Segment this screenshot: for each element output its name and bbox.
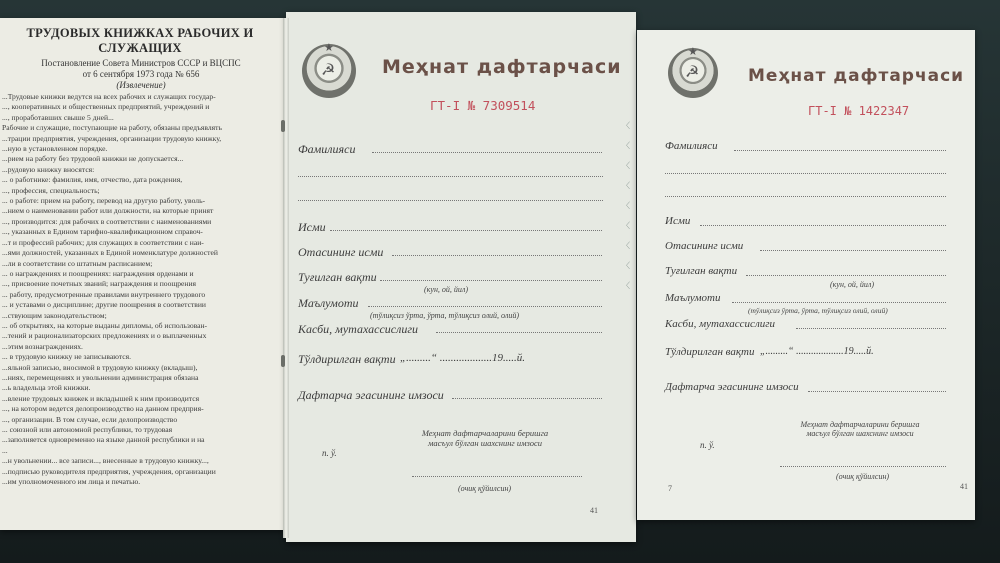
- surname-label-2: Фамилияси: [665, 140, 718, 152]
- name-label: Исми: [298, 220, 326, 234]
- owner-sign-line-b: [808, 391, 946, 392]
- patronymic-line: [392, 255, 602, 256]
- name-line-b: [700, 225, 946, 226]
- responsible-label: Меҳнат дафтарчаларини беришга масъул бўлган шахснинг имзоси: [421, 428, 549, 448]
- seal-hint-2: (очиқ қўйилсин): [836, 472, 890, 481]
- decree-date: от 6 сентября 1973 года № 656: [82, 69, 200, 79]
- patronymic-label-2: Отасининг исми: [665, 240, 744, 252]
- surname-line-b3: [665, 196, 946, 197]
- book-gutter: [283, 18, 289, 538]
- profession-line-b: [796, 328, 946, 329]
- responsible-line: [412, 476, 582, 477]
- profession-line: [436, 332, 602, 333]
- decree-line: Постановление Совета Министров СССР и ВЦСПС: [41, 58, 241, 68]
- education-line-b: [732, 302, 946, 303]
- surname-line-2: [298, 176, 603, 177]
- birth-hint: (кун, ой, йил): [424, 285, 469, 294]
- education-hint: (тўлиқсиз ўрта, ўрта, тўлиқсиз олий, олий): [370, 311, 520, 320]
- filled-label: Тўлдирилган вақти: [298, 352, 396, 366]
- owner-sign-label-2: Дафтарча эгасининг имзоси: [665, 381, 799, 393]
- form1-title: Меҳнат дафтарчаси: [382, 56, 622, 78]
- seal-hint: (очиқ қўйилсин): [458, 484, 512, 493]
- surname-line-b: [734, 150, 946, 151]
- form2-page-left: 7: [668, 484, 672, 493]
- patronymic-line-b: [760, 250, 946, 251]
- surname-line: [372, 152, 602, 153]
- filled-date-format: „.........“ ...................19.....й.: [400, 352, 525, 364]
- patronymic-label: Отасининг исми: [298, 245, 384, 259]
- page-edge-ticks: 〈 〈 〈 〈 〈 〈 〈 〈 〈: [622, 121, 630, 290]
- form2-page-right: 41: [960, 482, 968, 491]
- profession-label-2: Касби, мутахассислиги: [665, 318, 776, 330]
- stitch-mark: [281, 355, 285, 367]
- birth-line: [380, 280, 602, 281]
- surname-line-b2: [665, 173, 946, 174]
- stitch-mark: [281, 120, 285, 132]
- left-decree: [10, 58, 272, 91]
- surname-line-3: [298, 200, 603, 201]
- owner-sign-label: Дафтарча эгасининг имзоси: [298, 388, 444, 402]
- education-label: Маълумоти: [298, 296, 359, 310]
- form2-title: Меҳнат дафтарчаси: [748, 66, 965, 86]
- responsible-label-2: Меҳнат дафтарчаларини беришга масъул бўлган шахснинг имзоси: [800, 420, 920, 438]
- ussr-emblem-2: ★ ☭: [668, 48, 718, 98]
- profession-label: Касби, мутахассислиги: [298, 322, 419, 336]
- extract-label: (Извлечение): [116, 80, 166, 90]
- form2-serial: ГТ-I № 1422347: [808, 104, 910, 118]
- seal-place-label-2: п. ў.: [700, 440, 715, 450]
- filled-label-2: Тўлдирилган вақти: [665, 346, 755, 358]
- education-hint-2: (тўлиқсиз ўрта, ўрта, тўлиқсиз олий, олий): [748, 306, 888, 315]
- seal-place-label: п. ў.: [322, 448, 337, 458]
- left-body-text: ...Трудовые книжки ведутся на всех рабочих и служащих государ- ..., кооперативных и общественных предприятий, учреждений и ..., проработавших свыше 5 дней... Рабочие и служащие, поступающие на работу, обязаны предъявлять ...трации предприятия, учреждения, организации трудовую книжку, ...ную в установленном порядке. ...рием на работу без трудовой книжки не допускается... ...рудовую книжку вносятся: ... о работнике: фамилия, имя, отчество, дата рождения, ..., профессия, специальность; ... о работе: прием на работу, перевод на другую работу, уволь- ...нием о наименовании работ или должности, на которые принят ..., производится: для рабочих в соответствии с наименованиями ..., указанных в Едином тарифно-квалификационном справоч- ...т и профессий рабочих; для служащих в соответствии с наи- ...ями должностей, указанных в Единой номенклатуре должностей ...ли в соответствии со штатным расписанием; ... о награждениях и поощрениях: награждения орденами и ..., присвоение почетных званий; награждения и поощрения ... работу, предусмотренные правилами внутреннего трудового ... и уставами о дисциплине; другие поощрения в соответствии ...ствующим законодательством; ... об открытиях, на которые выданы дипломы, об использован- ...тений и рационализаторских предложениях и о выплаченных ...этим вознаграждениях. ... в трудовую книжку не записываются. ...яльной записью, вносимой в трудовую книжку (вкладыш), ...ниях, перемещениях и увольнении администрация обязана ...ь владельца этой книжки. ...вление трудовых книжек и вкладышей к ним производится ..., на котором ведется делопроизводство на данном предприя- ..., организации. В том случае, если делопроизводство ... союзной или автономной республики, то трудовая ...заполняется одновременно на языке данной республики и на ... ...н увольнении... все записи..., внесенные в трудовую книжку..., ...подписью руководителя предприятия, учреждения, организации ...им уполномоченного им лица и печатью.: [2, 92, 222, 487]
- birth-label-2: Туғилган вақти: [665, 265, 738, 277]
- form1-serial: ГТ-I № 7309514: [430, 98, 536, 113]
- birth-line-b: [746, 275, 946, 276]
- form1-page-number: 41: [590, 506, 598, 515]
- owner-sign-line: [452, 398, 602, 399]
- birth-label: Туғилган вақти: [298, 270, 377, 284]
- filled-date-format-2: „.........“ ...................19.....й.: [760, 346, 874, 357]
- education-label-2: Маълумоти: [665, 292, 721, 304]
- responsible-line-b: [780, 466, 946, 467]
- education-line: [368, 306, 602, 307]
- left-heading: ТРУДОВЫХ КНИЖКАХ РАБОЧИХ И СЛУЖАЩИХ: [26, 26, 254, 55]
- ussr-emblem: ★ ☭: [302, 44, 356, 98]
- name-label-2: Исми: [665, 215, 691, 227]
- birth-hint-2: (кун, ой, йил): [830, 280, 875, 289]
- surname-label: Фамилияси: [298, 142, 356, 156]
- name-line: [330, 230, 602, 231]
